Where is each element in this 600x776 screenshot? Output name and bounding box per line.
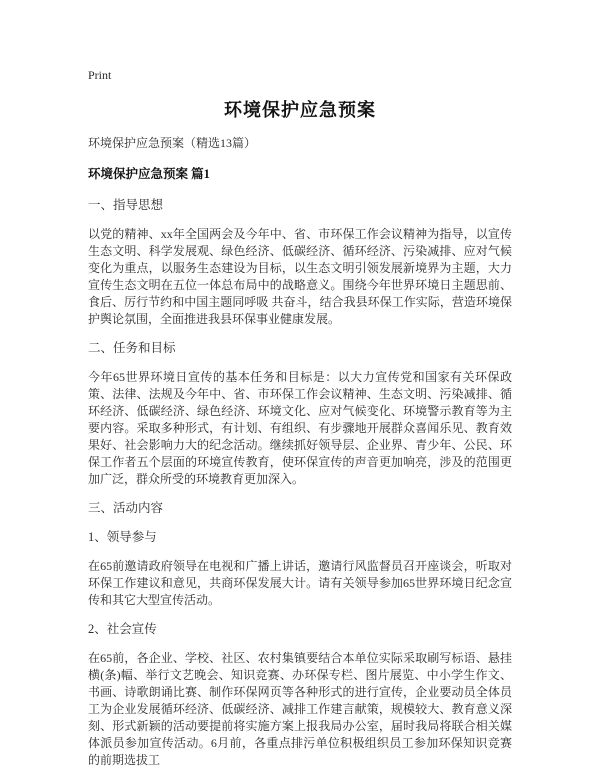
section-heading-tasks-goals: 二、任务和目标 — [88, 341, 176, 355]
section-paragraph: 在65前，各企业、学校、社区、农村集镇要结合本单位实际采取刷写标语、悬挂横(条)幅、举行文艺晚会、知识竞赛、办环保专栏、图片展览、中小学生作文、书画、诗歌朗诵比赛、制作环保网页等各种形式的进行宣传，企业要动员全体员工为企业发展循环经济、低碳经济、减排工作建言献策，规模较大、教育意义深刻、形式新颖的活动要提前将实施方案上报我局办公室，届时我局将联合相关媒体派员参加宣传活动。6月前，各重点排污单位积极组织员工参加环保知识竞赛的前期选拔工 — [88, 651, 512, 767]
section-paragraph: 在65前邀请政府领导在电视和广播上讲话，邀请行风监督员召开座谈会，听取对环保工作建议和意见，共商环保发展大计。请有关领导参加65世界环境日纪念宣传和其它大型宣传活动。 — [88, 559, 512, 607]
subsection-heading-leader-participation: 1、领导参与 — [88, 530, 157, 544]
section-heading-guiding-ideology: 一、指导思想 — [88, 198, 164, 212]
section-heading-activity-content: 三、活动内容 — [88, 501, 164, 515]
section-paragraph: 以党的精神、xx年全国两会及今年中、省、市环保工作会议精神为指导，以宣传生态文明、科学发展观、绿色经济、低碳经济、循环经济、污染减排、应对气候变化为重点，以服务生态建设为目标，以生态文明引领发展新境界为主题，大力宣传生态文明在五位一体总布局中的战略意义。围绕今年世界环境日主题思前、食后、厉行节约和中国主题同呼吸 共奋斗，结合我县环保工作实际，营造环境保护舆论氛围，全面推进我县环保事业健康发展。 — [88, 227, 512, 326]
section-paragraph: 今年65世界环境日宣传的基本任务和目标是：以大力宣传党和国家有关环保政策、法律、法规及今年中、省、市环保工作会议精神、生态文明、污染减排、循环经济、低碳经济、绿色经济、环境文化、应对气候变化、环境警示教育等为主要内容。采取多种形式，有计划、有组织、有步骤地开展群众喜闻乐见、教育效果好、社会影响力大的纪念活动。继续抓好领导层、企业界、青少年、公民、环保工作者五个层面的环境宣传教育，使环保宣传的声音更加响亮，涉及的范围更加广泛，群众所受的环境教育更加深入。 — [88, 370, 512, 486]
collection-note: 环境保护应急预案（精选13篇） — [88, 136, 257, 150]
article-heading: 环境保护应急预案 篇1 — [88, 167, 210, 181]
subsection-heading-social-publicity: 2、社会宣传 — [88, 622, 157, 636]
print-link[interactable]: Print — [88, 68, 112, 82]
page-title: 环境保护应急预案 — [224, 100, 376, 120]
